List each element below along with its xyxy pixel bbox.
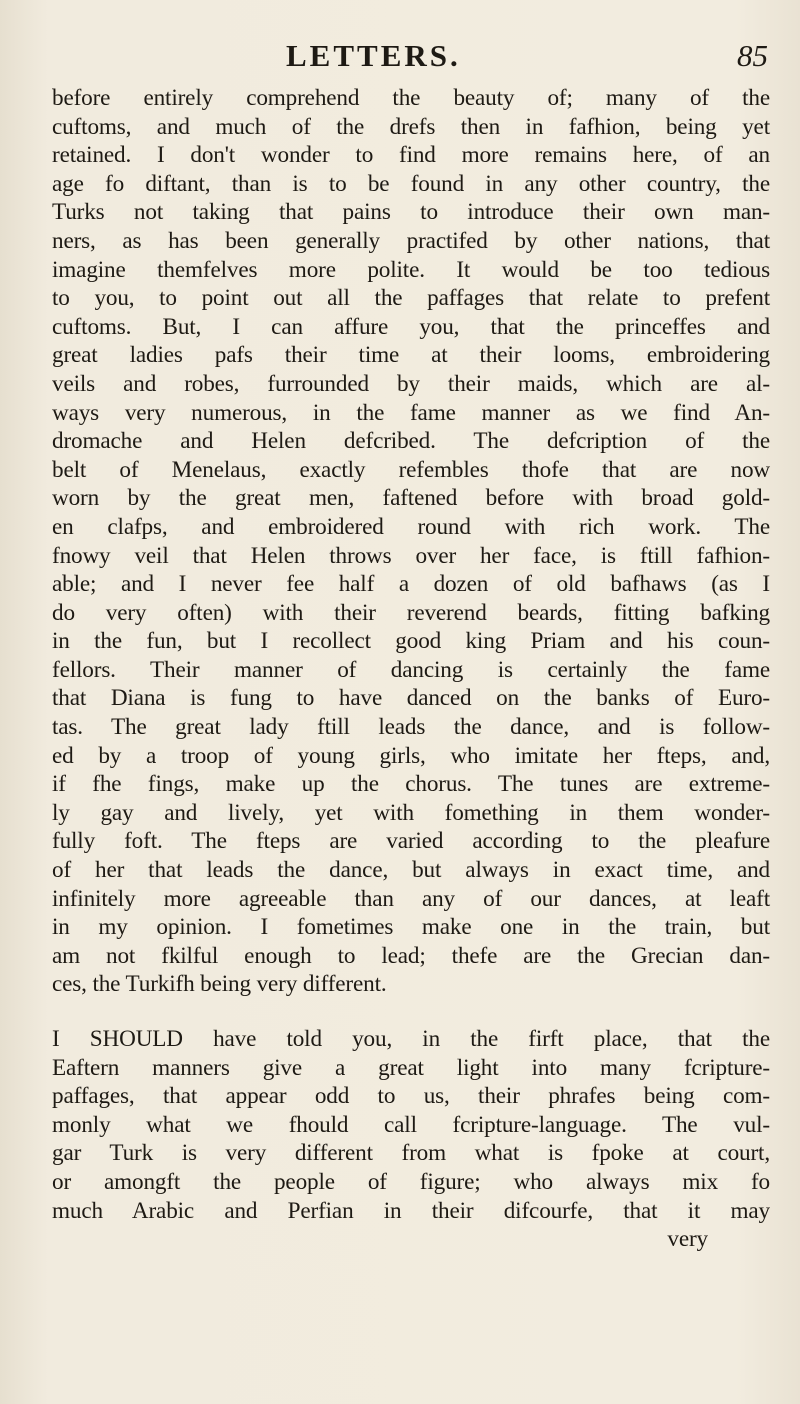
text-line: am not fkilful enough to lead; thefe are the Grecian dan-: [52, 942, 770, 969]
text-line: monly what we fhould call fcripture-language. The vul-: [52, 1111, 770, 1138]
text-line: able; and I never fee half a dozen of old bafhaws (as I: [52, 571, 770, 598]
text-line: fellors. Their manner of dancing is certainly the fame: [52, 656, 770, 683]
page-number: 85: [737, 38, 768, 73]
text-line: before entirely comprehend the beauty of; many of the: [52, 85, 770, 111]
text-line: great ladies pafs their time at their looms, embroidering: [52, 342, 770, 369]
text-line: I SHOULD have told you, in the firft place, that the: [52, 1026, 770, 1052]
text-line: do very often) with their reverend beards, fitting bafking: [52, 599, 770, 626]
text-line: fnowy veil that Helen throws over her face, is ftill fafhion-: [52, 542, 770, 569]
text-line: to you, to point out all the paffages that relate to prefent: [52, 285, 770, 312]
paragraph-gap: [52, 999, 770, 1025]
text-line: veils and robes, furrounded by their maids, which are al-: [52, 370, 770, 397]
text-line: retained. I don't wonder to find more remains here, of an: [52, 142, 770, 169]
text-line: fully foft. The fteps are varied according to the pleafure: [52, 828, 770, 855]
text-line: gar Turk is very different from what is fpoke at court,: [52, 1140, 770, 1167]
text-line: dromache and Helen defcribed. The defcription of the: [52, 428, 770, 455]
text-line: Eaftern manners give a great light into many fcripture-: [52, 1054, 770, 1081]
text-line: in my opinion. I fometimes make one in the train, but: [52, 914, 770, 941]
text-line: in the fun, but I recollect good king Priam and his coun-: [52, 628, 770, 655]
text-line: worn by the great men, faftened before with broad gold-: [52, 485, 770, 512]
text-line: paffages, that appear odd to us, their phrafes being com-: [52, 1083, 770, 1110]
running-head-title: LETTERS.: [286, 38, 461, 73]
text-line: of her that leads the dance, but always in exact time, and: [52, 857, 770, 884]
text-line: belt of Menelaus, exactly refembles thofe that are now: [52, 456, 770, 483]
text-line: imagine themfelves more polite. It would be too tedious: [52, 256, 770, 283]
text-line: age fo diftant, than is to be found in any other country, the: [52, 170, 770, 197]
text-line: cuftoms. But, I can affure you, that the princeffes and: [52, 313, 770, 340]
running-head: [70, 38, 770, 78]
text-line: ed by a troop of young girls, who imitate her fteps, and,: [52, 742, 770, 769]
text-line: cuftoms, and much of the drefs then in fafhion, being yet: [52, 113, 770, 140]
paragraph: [52, 84, 770, 999]
text-line: ly gay and lively, yet with fomething in them wonder-: [52, 799, 770, 826]
text-line: Turks not taking that pains to introduce their own man-: [52, 199, 770, 226]
text-line: or amongft the people of figure; who always mix fo: [52, 1168, 770, 1195]
text-line: infinitely more agreeable than any of our dances, at leaft: [52, 885, 770, 912]
catchword: very: [667, 1226, 708, 1253]
paragraph: [52, 1025, 770, 1225]
text-line: if fhe fings, make up the chorus. The tunes are extreme-: [52, 771, 770, 798]
text-line: that Diana is fung to have danced on the banks of Euro-: [52, 685, 770, 712]
text-line: en clafps, and embroidered round with rich work. The: [52, 513, 770, 540]
text-line: ways very numerous, in the fame manner as we find An-: [52, 399, 770, 426]
text-line: much Arabic and Perfian in their difcourfe, that it may: [52, 1197, 770, 1224]
text-line: ces, the Turkifh being very different.: [52, 971, 387, 998]
text-line: ners, as has been generally practifed by other nations, that: [52, 227, 770, 254]
text-line: tas. The great lady ftill leads the dance, and is follow-: [52, 714, 770, 741]
body-text: [52, 84, 770, 1254]
